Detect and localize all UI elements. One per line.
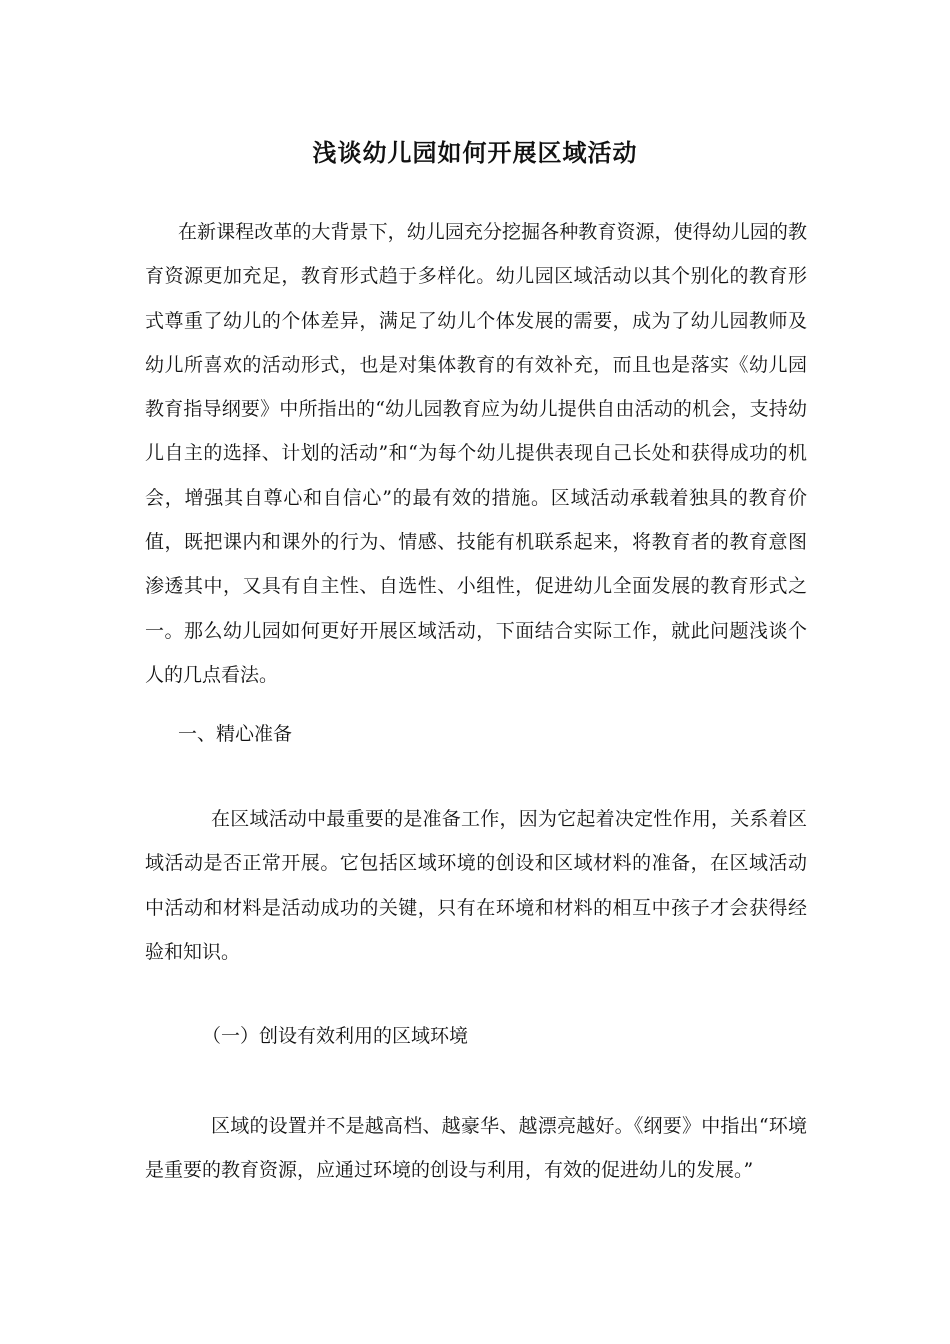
environment-paragraph: 区域的设置并不是越高档、越豪华、越漂亮越好。《纲要》中指出“环境是重要的教育资源，应通过环境的创设与利用，有效的促进幼儿的发展。” [145, 1115, 807, 1182]
document-title: 浅谈幼儿园如何开展区域活动 [312, 138, 638, 167]
section-heading-preparation: 一、精心准备 [178, 723, 293, 745]
subsection-heading-environment: （一）创设有效利用的区域环境 [202, 1025, 469, 1047]
intro-paragraph: 在新课程改革的大背景下，幼儿园充分挖掘各种教育资源，使得幼儿园的教育资源更加充足，教育形式趋于多样化。幼儿园区域活动以其个别化的教育形式尊重了幼儿的个体差异，满足了幼儿个体发展的需要，成为了幼儿园教师及幼儿所喜欢的活动形式，也是对集体教育的有效补充，而且也是落实《幼儿园教育指导纲要》中所指出的“幼儿园教育应为幼儿提供自由活动的机会，支持幼儿自主的选择、计划的活动”和“为每个幼儿提供表现自己长处和获得成功的机会，增强其自尊心和自信心”的最有效的措施。区域活动承载着独具的教育价值，既把课内和课外的行为、情感、技能有机联系起来，将教育者的教育意图渗透其中，又具有自主性、自选性、小组性，促进幼儿全面发展的教育形式之一。那么幼儿园如何更好开展区域活动，下面结合实际工作，就此问题浅谈个人的几点看法。 [145, 221, 807, 686]
preparation-paragraph: 在区域活动中最重要的是准备工作，因为它起着决定性作用，关系着区域活动是否正常开展。它包括区域环境的创设和区域材料的准备，在区域活动中活动和材料是活动成功的关键，只有在环境和材料的相互中孩子才会获得经验和知识。 [145, 808, 807, 963]
